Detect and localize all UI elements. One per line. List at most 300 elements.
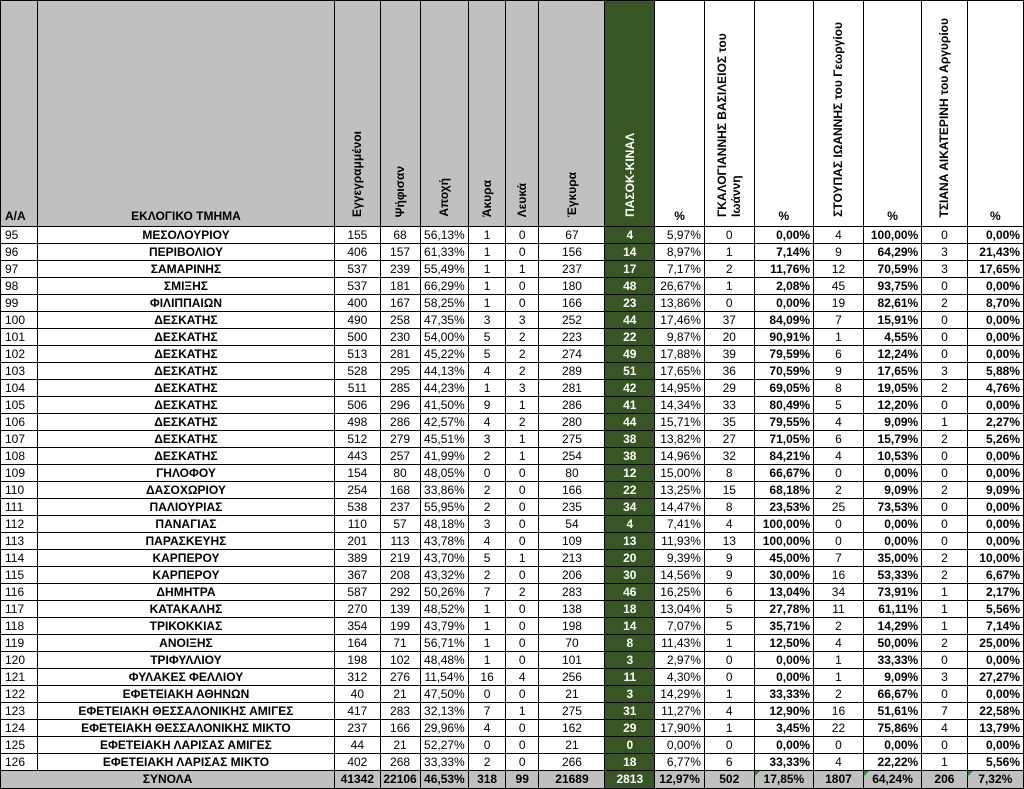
cell-invalid: 4 [469, 533, 506, 550]
cell-candidate-1-votes: 1 [704, 686, 754, 703]
cell-abstention: 47,35% [420, 312, 469, 329]
table-row [1, 397, 1024, 414]
total-invalid: 318 [469, 771, 506, 789]
cell-invalid: 2 [469, 499, 506, 516]
cell-party-votes: 20 [605, 550, 655, 567]
cell-candidate-3-votes: 0 [922, 397, 967, 414]
cell-candidate-2-pct: 14,29% [863, 618, 921, 635]
cell-blank: 0 [505, 482, 539, 499]
cell-candidate-2-pct: 0,00% [863, 465, 921, 482]
cell-candidate-3-pct: 0,00% [967, 227, 1023, 244]
cell-voted: 139 [380, 601, 420, 618]
cell-registered: 498 [335, 414, 380, 431]
cell-candidate-1-votes: 27 [704, 431, 754, 448]
cell-candidate-1-pct: 30,00% [754, 567, 813, 584]
cell-aa: 115 [1, 567, 38, 584]
cell-valid: 281 [539, 380, 605, 397]
cell-blank: 0 [505, 465, 539, 482]
cell-blank: 3 [505, 312, 539, 329]
cell-party-votes: 22 [605, 482, 655, 499]
cell-valid: 286 [539, 397, 605, 414]
total-candidate-1-pct: 17,85% [754, 771, 813, 789]
cell-candidate-3-votes: 2 [922, 380, 967, 397]
cell-abstention: 48,05% [420, 465, 469, 482]
cell-candidate-3-pct: 8,70% [967, 295, 1023, 312]
cell-candidate-3-pct: 0,00% [967, 499, 1023, 516]
cell-party-votes: 38 [605, 431, 655, 448]
cell-abstention: 66,29% [420, 278, 469, 295]
cell-voted: 113 [380, 533, 420, 550]
header-candidate-1: ΓΚΑΛΟΓΙΑΝΝΗΣ ΒΑΣΙΛΕΙΟΣ του Ιωάννη [704, 1, 754, 227]
cell-abstention: 61,33% [420, 244, 469, 261]
cell-candidate-1-pct: 0,00% [754, 669, 813, 686]
cell-candidate-1-pct: 35,71% [754, 618, 813, 635]
cell-section: ΑΝΟΙΞΗΣ [37, 635, 334, 652]
cell-candidate-1-pct: 33,33% [754, 754, 813, 771]
cell-section: ΕΦΕΤΕΙΑΚΗ ΛΑΡΙΣΑΣ ΜΙΚΤΟ [37, 754, 334, 771]
cell-party-pct: 7,17% [655, 261, 705, 278]
cell-abstention: 32,13% [420, 703, 469, 720]
cell-section: ΔΕΣΚΑΤΗΣ [37, 397, 334, 414]
cell-party-votes: 4 [605, 516, 655, 533]
cell-candidate-1-votes: 6 [704, 584, 754, 601]
cell-candidate-2-pct: 53,33% [863, 567, 921, 584]
cell-party-pct: 7,07% [655, 618, 705, 635]
table-row [1, 295, 1024, 312]
cell-candidate-3-pct: 0,00% [967, 346, 1023, 363]
cell-candidate-1-votes: 8 [704, 465, 754, 482]
cell-candidate-2-votes: 1 [814, 329, 864, 346]
cell-section: ΔΕΣΚΑΤΗΣ [37, 363, 334, 380]
cell-invalid: 1 [469, 618, 506, 635]
cell-candidate-2-pct: 9,09% [863, 482, 921, 499]
cell-party-votes: 13 [605, 533, 655, 550]
cell-candidate-3-pct: 0,00% [967, 533, 1023, 550]
total-candidate-2-votes: 1807 [814, 771, 864, 789]
cell-aa: 103 [1, 363, 38, 380]
cell-candidate-2-pct: 73,91% [863, 584, 921, 601]
cell-invalid: 3 [469, 312, 506, 329]
cell-section: ΚΑΡΠΕΡΟΥ [37, 567, 334, 584]
cell-registered: 367 [335, 567, 380, 584]
cell-section: ΤΡΙΚΟΚΚΙΑΣ [37, 618, 334, 635]
table-row [1, 635, 1024, 652]
cell-party-pct: 14,95% [655, 380, 705, 397]
cell-abstention: 48,18% [420, 516, 469, 533]
cell-blank: 0 [505, 635, 539, 652]
cell-party-votes: 46 [605, 584, 655, 601]
cell-aa: 109 [1, 465, 38, 482]
cell-candidate-3-pct: 21,43% [967, 244, 1023, 261]
cell-invalid: 3 [469, 431, 506, 448]
cell-invalid: 1 [469, 261, 506, 278]
cell-candidate-2-pct: 73,53% [863, 499, 921, 516]
cell-candidate-3-pct: 10,00% [967, 550, 1023, 567]
cell-candidate-1-pct: 79,55% [754, 414, 813, 431]
cell-voted: 71 [380, 635, 420, 652]
cell-candidate-2-votes: 9 [814, 363, 864, 380]
cell-invalid: 0 [469, 465, 506, 482]
cell-voted: 268 [380, 754, 420, 771]
cell-candidate-3-votes: 1 [922, 618, 967, 635]
cell-candidate-2-votes: 1 [814, 669, 864, 686]
cell-abstention: 41,50% [420, 397, 469, 414]
cell-candidate-2-pct: 70,59% [863, 261, 921, 278]
cell-party-pct: 14,29% [655, 686, 705, 703]
cell-candidate-1-votes: 4 [704, 516, 754, 533]
cell-candidate-2-pct: 64,29% [863, 244, 921, 261]
cell-registered: 406 [335, 244, 380, 261]
cell-abstention: 43,79% [420, 618, 469, 635]
cell-abstention: 58,25% [420, 295, 469, 312]
cell-party-pct: 14,56% [655, 567, 705, 584]
cell-voted: 219 [380, 550, 420, 567]
cell-valid: 80 [539, 465, 605, 482]
cell-candidate-2-votes: 4 [814, 227, 864, 244]
header-party-pct: % [655, 1, 705, 227]
cell-party-pct: 9,87% [655, 329, 705, 346]
cell-candidate-2-pct: 93,75% [863, 278, 921, 295]
cell-section: ΔΗΜΗΤΡΑ [37, 584, 334, 601]
cell-candidate-2-pct: 17,65% [863, 363, 921, 380]
cell-aa: 95 [1, 227, 38, 244]
cell-blank: 0 [505, 686, 539, 703]
cell-candidate-1-votes: 1 [704, 244, 754, 261]
cell-candidate-3-votes: 0 [922, 686, 967, 703]
header-candidate-3: ΤΣΙΑΝΑ ΑΙΚΑΤΕΡΙΝΗ του Αργυρίου [922, 1, 967, 227]
cell-abstention: 33,86% [420, 482, 469, 499]
cell-aa: 107 [1, 431, 38, 448]
cell-blank: 2 [505, 414, 539, 431]
cell-blank: 1 [505, 397, 539, 414]
cell-invalid: 1 [469, 601, 506, 618]
cell-party-pct: 15,00% [655, 465, 705, 482]
cell-candidate-3-pct: 5,56% [967, 754, 1023, 771]
cell-candidate-1-pct: 79,59% [754, 346, 813, 363]
cell-candidate-3-votes: 0 [922, 516, 967, 533]
cell-abstention: 55,95% [420, 499, 469, 516]
cell-section: ΕΦΕΤΕΙΑΚΗ ΑΘΗΝΩΝ [37, 686, 334, 703]
cell-candidate-2-pct: 15,91% [863, 312, 921, 329]
cell-party-pct: 11,93% [655, 533, 705, 550]
cell-candidate-3-pct: 5,88% [967, 363, 1023, 380]
cell-aa: 123 [1, 703, 38, 720]
cell-candidate-3-votes: 1 [922, 754, 967, 771]
cell-party-votes: 29 [605, 720, 655, 737]
table-row [1, 244, 1024, 261]
cell-candidate-1-votes: 0 [704, 652, 754, 669]
cell-party-votes: 17 [605, 261, 655, 278]
cell-registered: 511 [335, 380, 380, 397]
table-row [1, 227, 1024, 244]
cell-voted: 230 [380, 329, 420, 346]
cell-abstention: 43,78% [420, 533, 469, 550]
cell-voted: 208 [380, 567, 420, 584]
cell-valid: 235 [539, 499, 605, 516]
cell-blank: 3 [505, 380, 539, 397]
cell-party-votes: 18 [605, 754, 655, 771]
cell-candidate-3-pct: 0,00% [967, 397, 1023, 414]
cell-party-pct: 9,39% [655, 550, 705, 567]
cell-candidate-2-votes: 19 [814, 295, 864, 312]
cell-aa: 106 [1, 414, 38, 431]
cell-candidate-1-votes: 8 [704, 499, 754, 516]
cell-party-pct: 17,90% [655, 720, 705, 737]
cell-candidate-2-votes: 4 [814, 754, 864, 771]
cell-registered: 44 [335, 737, 380, 754]
cell-blank: 2 [505, 329, 539, 346]
cell-party-pct: 13,82% [655, 431, 705, 448]
cell-invalid: 1 [469, 652, 506, 669]
cell-candidate-2-pct: 12,24% [863, 346, 921, 363]
table-row [1, 533, 1024, 550]
cell-registered: 254 [335, 482, 380, 499]
cell-voted: 157 [380, 244, 420, 261]
cell-candidate-3-votes: 2 [922, 635, 967, 652]
cell-party-pct: 6,77% [655, 754, 705, 771]
cell-registered: 537 [335, 261, 380, 278]
cell-candidate-2-votes: 6 [814, 346, 864, 363]
cell-candidate-2-votes: 16 [814, 703, 864, 720]
cell-invalid: 4 [469, 720, 506, 737]
cell-candidate-2-pct: 51,61% [863, 703, 921, 720]
cell-blank: 0 [505, 601, 539, 618]
cell-candidate-3-votes: 1 [922, 414, 967, 431]
cell-registered: 164 [335, 635, 380, 652]
header-candidate-2-pct: % [863, 1, 921, 227]
table-row [1, 261, 1024, 278]
cell-candidate-3-pct: 0,00% [967, 448, 1023, 465]
table-row [1, 329, 1024, 346]
cell-candidate-1-votes: 37 [704, 312, 754, 329]
cell-candidate-3-votes: 0 [922, 346, 967, 363]
cell-section: ΔΕΣΚΑΤΗΣ [37, 414, 334, 431]
header-candidate-1-pct: % [754, 1, 813, 227]
cell-candidate-2-votes: 7 [814, 312, 864, 329]
header-voted: Ψήφισαν [380, 1, 420, 227]
cell-voted: 199 [380, 618, 420, 635]
cell-candidate-2-pct: 66,67% [863, 686, 921, 703]
cell-candidate-3-votes: 2 [922, 295, 967, 312]
cell-candidate-1-votes: 0 [704, 227, 754, 244]
cell-candidate-3-votes: 0 [922, 533, 967, 550]
cell-invalid: 5 [469, 346, 506, 363]
cell-candidate-2-votes: 9 [814, 244, 864, 261]
cell-voted: 296 [380, 397, 420, 414]
header-abstention: Αποχή [420, 1, 469, 227]
cell-candidate-2-votes: 0 [814, 533, 864, 550]
cell-party-votes: 44 [605, 312, 655, 329]
cell-valid: 156 [539, 244, 605, 261]
cell-candidate-3-votes: 3 [922, 261, 967, 278]
cell-valid: 237 [539, 261, 605, 278]
cell-blank: 1 [505, 431, 539, 448]
cell-candidate-2-pct: 50,00% [863, 635, 921, 652]
table-row [1, 550, 1024, 567]
cell-abstention: 42,57% [420, 414, 469, 431]
cell-invalid: 0 [469, 737, 506, 754]
cell-candidate-1-votes: 1 [704, 278, 754, 295]
cell-aa: 118 [1, 618, 38, 635]
cell-candidate-3-votes: 0 [922, 329, 967, 346]
cell-invalid: 5 [469, 329, 506, 346]
cell-party-votes: 18 [605, 601, 655, 618]
cell-candidate-3-pct: 7,14% [967, 618, 1023, 635]
cell-valid: 70 [539, 635, 605, 652]
cell-party-votes: 34 [605, 499, 655, 516]
cell-party-pct: 26,67% [655, 278, 705, 295]
cell-blank: 0 [505, 737, 539, 754]
cell-candidate-2-pct: 61,11% [863, 601, 921, 618]
cell-candidate-2-votes: 11 [814, 601, 864, 618]
cell-blank: 2 [505, 584, 539, 601]
cell-registered: 270 [335, 601, 380, 618]
cell-party-votes: 0 [605, 737, 655, 754]
header-aa: Α/Α [1, 1, 38, 227]
cell-candidate-1-votes: 29 [704, 380, 754, 397]
cell-party-votes: 12 [605, 465, 655, 482]
cell-candidate-3-pct: 0,00% [967, 686, 1023, 703]
total-candidate-1-votes: 502 [704, 771, 754, 789]
cell-party-pct: 17,65% [655, 363, 705, 380]
total-candidate-3-votes: 206 [922, 771, 967, 789]
cell-candidate-1-votes: 36 [704, 363, 754, 380]
cell-voted: 167 [380, 295, 420, 312]
totals-label: ΣΥΝΟΛΑ [1, 771, 335, 789]
cell-candidate-1-votes: 0 [704, 737, 754, 754]
total-candidate-2-pct: 64,24% [863, 771, 921, 789]
cell-party-pct: 13,25% [655, 482, 705, 499]
cell-candidate-2-pct: 35,00% [863, 550, 921, 567]
cell-valid: 21 [539, 686, 605, 703]
cell-blank: 1 [505, 448, 539, 465]
cell-valid: 275 [539, 431, 605, 448]
cell-registered: 538 [335, 499, 380, 516]
cell-party-pct: 17,88% [655, 346, 705, 363]
cell-candidate-2-pct: 15,79% [863, 431, 921, 448]
cell-registered: 354 [335, 618, 380, 635]
table-row [1, 312, 1024, 329]
totals-row [1, 771, 1024, 789]
cell-aa: 114 [1, 550, 38, 567]
cell-candidate-3-pct: 0,00% [967, 465, 1023, 482]
cell-invalid: 1 [469, 635, 506, 652]
cell-candidate-1-votes: 9 [704, 567, 754, 584]
cell-aa: 112 [1, 516, 38, 533]
cell-candidate-1-pct: 7,14% [754, 244, 813, 261]
cell-blank: 0 [505, 278, 539, 295]
cell-candidate-3-votes: 1 [922, 601, 967, 618]
cell-candidate-1-votes: 13 [704, 533, 754, 550]
cell-section: ΠΑΛΙΟΥΡΙΑΣ [37, 499, 334, 516]
cell-candidate-2-votes: 5 [814, 397, 864, 414]
cell-section: ΔΕΣΚΑΤΗΣ [37, 431, 334, 448]
cell-candidate-3-pct: 17,65% [967, 261, 1023, 278]
cell-candidate-3-votes: 2 [922, 550, 967, 567]
cell-voted: 21 [380, 737, 420, 754]
cell-candidate-1-pct: 12,90% [754, 703, 813, 720]
cell-voted: 281 [380, 346, 420, 363]
cell-candidate-1-pct: 84,09% [754, 312, 813, 329]
table-row [1, 414, 1024, 431]
cell-party-pct: 0,00% [655, 737, 705, 754]
cell-party-votes: 42 [605, 380, 655, 397]
cell-candidate-2-pct: 19,05% [863, 380, 921, 397]
cell-candidate-2-pct: 9,09% [863, 669, 921, 686]
table-row [1, 482, 1024, 499]
cell-abstention: 54,00% [420, 329, 469, 346]
cell-candidate-2-pct: 75,86% [863, 720, 921, 737]
cell-candidate-2-votes: 45 [814, 278, 864, 295]
cell-abstention: 44,13% [420, 363, 469, 380]
cell-candidate-2-votes: 34 [814, 584, 864, 601]
header-row [1, 1, 1024, 227]
cell-voted: 181 [380, 278, 420, 295]
cell-candidate-1-pct: 45,00% [754, 550, 813, 567]
cell-registered: 237 [335, 720, 380, 737]
cell-aa: 108 [1, 448, 38, 465]
cell-candidate-3-pct: 0,00% [967, 329, 1023, 346]
cell-candidate-3-pct: 2,17% [967, 584, 1023, 601]
table-row [1, 363, 1024, 380]
cell-party-pct: 17,46% [655, 312, 705, 329]
cell-valid: 54 [539, 516, 605, 533]
cell-party-pct: 8,97% [655, 244, 705, 261]
cell-registered: 490 [335, 312, 380, 329]
table-row [1, 380, 1024, 397]
cell-registered: 110 [335, 516, 380, 533]
cell-abstention: 29,96% [420, 720, 469, 737]
cell-candidate-2-pct: 33,33% [863, 652, 921, 669]
cell-party-votes: 3 [605, 652, 655, 669]
cell-candidate-1-pct: 0,00% [754, 737, 813, 754]
header-candidate-3-pct: % [967, 1, 1023, 227]
cell-aa: 117 [1, 601, 38, 618]
cell-registered: 417 [335, 703, 380, 720]
cell-party-votes: 11 [605, 669, 655, 686]
cell-party-votes: 14 [605, 244, 655, 261]
cell-section: ΜΕΣΟΛΟΥΡΙΟΥ [37, 227, 334, 244]
cell-party-pct: 16,25% [655, 584, 705, 601]
cell-candidate-1-pct: 3,45% [754, 720, 813, 737]
cell-candidate-2-pct: 82,61% [863, 295, 921, 312]
cell-candidate-1-pct: 11,76% [754, 261, 813, 278]
total-abstention: 46,53% [420, 771, 469, 789]
table-row [1, 754, 1024, 771]
cell-candidate-2-votes: 2 [814, 618, 864, 635]
cell-candidate-3-pct: 27,27% [967, 669, 1023, 686]
cell-voted: 166 [380, 720, 420, 737]
cell-aa: 97 [1, 261, 38, 278]
cell-aa: 101 [1, 329, 38, 346]
cell-candidate-2-pct: 12,20% [863, 397, 921, 414]
cell-candidate-1-pct: 2,08% [754, 278, 813, 295]
cell-aa: 96 [1, 244, 38, 261]
cell-aa: 100 [1, 312, 38, 329]
cell-candidate-2-votes: 12 [814, 261, 864, 278]
cell-candidate-2-votes: 0 [814, 737, 864, 754]
cell-party-votes: 30 [605, 567, 655, 584]
cell-candidate-1-votes: 32 [704, 448, 754, 465]
cell-candidate-3-votes: 0 [922, 652, 967, 669]
cell-voted: 276 [380, 669, 420, 686]
cell-candidate-2-votes: 25 [814, 499, 864, 516]
cell-aa: 126 [1, 754, 38, 771]
table-row [1, 278, 1024, 295]
cell-candidate-1-pct: 100,00% [754, 533, 813, 550]
cell-candidate-1-pct: 27,78% [754, 601, 813, 618]
cell-candidate-1-pct: 68,18% [754, 482, 813, 499]
